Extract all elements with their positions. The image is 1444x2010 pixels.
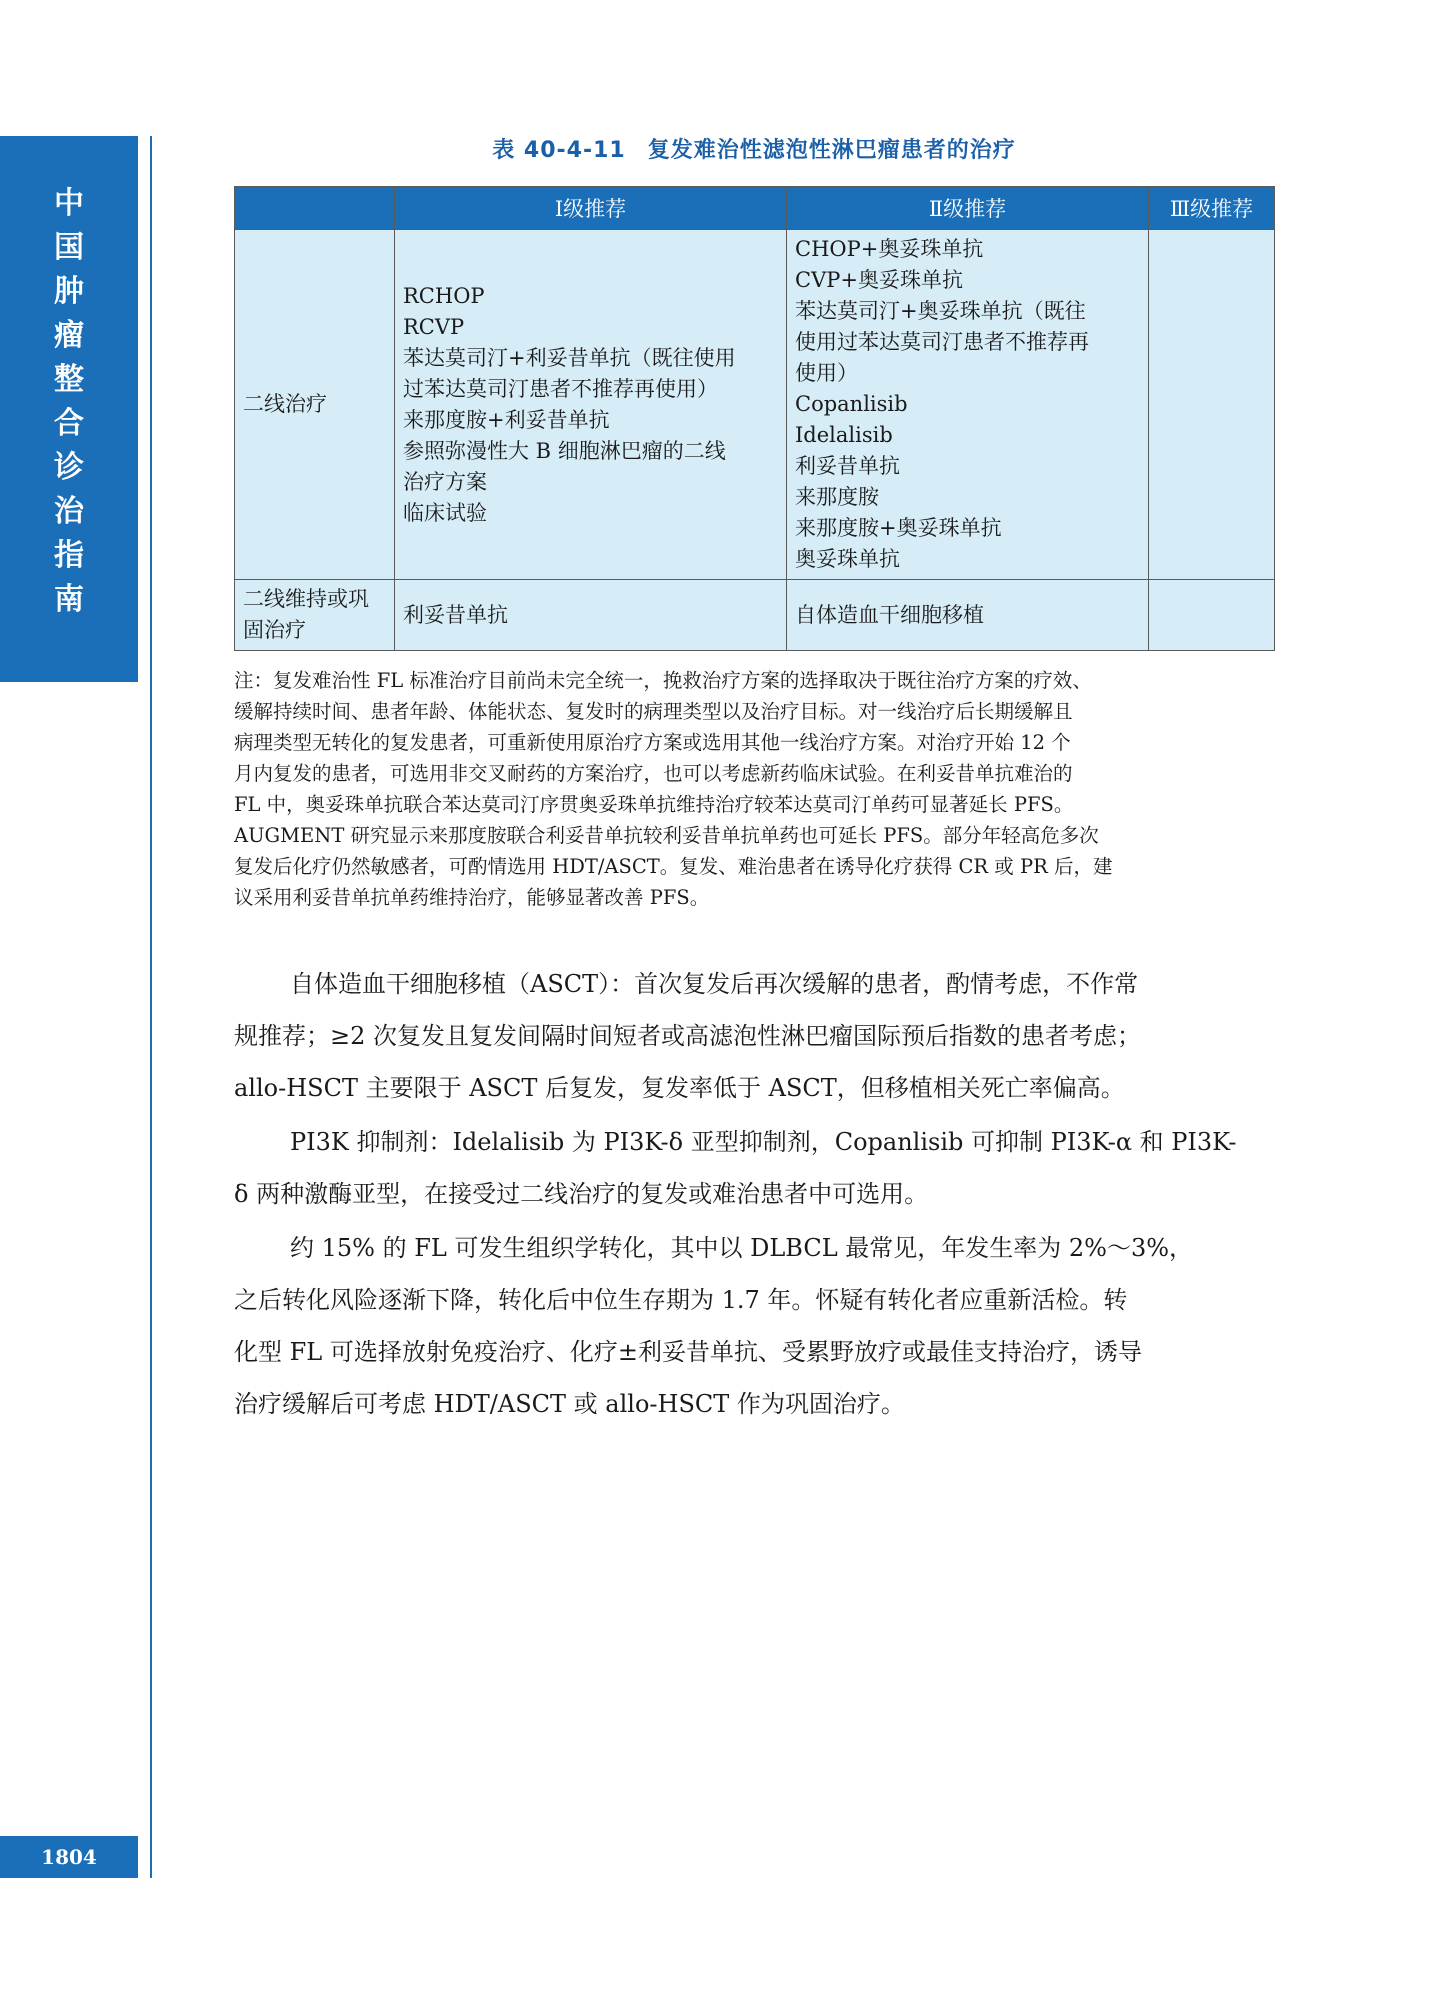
table-header-cell: Ⅰ级推荐 [395, 187, 787, 230]
table-header-cell: Ⅲ级推荐 [1149, 187, 1275, 230]
cell-text-line: 利妥昔单抗 [795, 454, 900, 478]
table-header-row [235, 187, 1275, 230]
cell-text-line: CVP+奥妥珠单抗 [795, 268, 963, 292]
note-line: 注：复发难治性 FL 标准治疗目前尚未完全统一，挽救治疗方案的选择取决于既往治疗方案的疗效、 [234, 669, 1092, 692]
table-header-cell [235, 187, 395, 230]
paragraph-line: allo-HSCT 主要限于 ASCT 后复发，复发率低于 ASCT，但移植相关死亡率偏高。 [234, 1074, 1125, 1102]
side-tab-char: 瘤 [54, 318, 84, 353]
side-tab-char: 合 [54, 406, 84, 441]
table-cell [1149, 230, 1275, 580]
row-label-cell [235, 580, 395, 651]
note-line: 月内复发的患者，可选用非交叉耐药的方案治疗，也可以考虑新药临床试验。在利妥昔单抗难治的 [234, 762, 1073, 785]
cell-text-line: 固治疗 [243, 618, 306, 642]
table-cell [395, 580, 787, 651]
side-tab-book-title [0, 136, 138, 682]
paragraph-line: PI3K 抑制剂：Idelalisib 为 PI3K-δ 亚型抑制剂，Copanlisib 可抑制 PI3K-α 和 PI3K- [290, 1128, 1237, 1156]
paragraph-line: 约 15% 的 FL 可发生组织学转化，其中以 DLBCL 最常见，年发生率为 2%～3%， [290, 1234, 1194, 1262]
cell-text-line: 治疗方案 [403, 469, 487, 494]
cell-text-line: 来那度胺+利妥昔单抗 [403, 407, 610, 432]
body-text [234, 958, 1274, 1432]
body-paragraph [234, 958, 1274, 1114]
side-tab-char: 国 [54, 230, 84, 265]
table-header-cell: Ⅱ级推荐 [787, 187, 1149, 230]
cell-text-line: 二线维持或巩 [243, 587, 369, 611]
cell-text-line: 使用） [795, 361, 858, 385]
side-tab-char: 指 [54, 538, 84, 573]
body-paragraph [234, 1222, 1274, 1430]
row-label-cell [235, 230, 395, 580]
body-paragraph [234, 1116, 1274, 1220]
cell-text-line: 使用过苯达莫司汀患者不推荐再 [795, 330, 1089, 354]
side-tab-char: 诊 [54, 450, 84, 485]
cell-text-line: 奥妥珠单抗 [795, 547, 900, 571]
paragraph-line: 之后转化风险逐渐下降，转化后中位生存期为 1.7 年。怀疑有转化者应重新活检。转 [234, 1286, 1128, 1314]
cell-text-line: Idelalisib [795, 423, 893, 447]
cell-text-line: 临床试验 [403, 500, 487, 525]
note-line: FL 中，奥妥珠单抗联合苯达莫司汀序贯奥妥珠单抗维持治疗较苯达莫司汀单药可显著延长 PFS。 [234, 793, 1074, 816]
side-tab-char: 整 [54, 362, 84, 397]
table-note [234, 665, 1274, 913]
table-caption [234, 133, 1274, 164]
table-cell [787, 230, 1149, 580]
note-line: 缓解持续时间、患者年龄、体能状态、复发时的病理类型以及治疗目标。对一线治疗后长期缓解且 [234, 700, 1073, 723]
paragraph-line: δ 两种激酶亚型，在接受过二线治疗的复发或难治患者中可选用。 [234, 1180, 929, 1208]
side-tab-char: 肿 [54, 274, 84, 309]
cell-text-line: 苯达莫司汀+利妥昔单抗（既往使用 [403, 345, 736, 370]
paragraph-line: 规推荐；≥2 次复发且复发间隔时间短者或高滤泡性淋巴瘤国际预后指数的患者考虑； [234, 1022, 1142, 1050]
cell-text-line: 来那度胺 [795, 485, 879, 509]
side-divider-line [150, 136, 152, 1878]
note-line: AUGMENT 研究显示来那度胺联合利妥昔单抗较利妥昔单抗单药也可延长 PFS。部分年轻高危多次 [234, 824, 1099, 847]
cell-text-line: 过苯达莫司汀患者不推荐再使用） [403, 376, 718, 401]
paragraph-line: 治疗缓解后可考虑 HDT/ASCT 或 allo-HSCT 作为巩固治疗。 [234, 1390, 905, 1418]
cell-text-line: RCVP [403, 314, 465, 339]
treatment-table [234, 186, 1275, 651]
side-tab-char: 中 [54, 186, 84, 221]
note-line: 议采用利妥昔单抗单药维持治疗，能够显著改善 PFS。 [234, 886, 710, 909]
paragraph-line: 化型 FL 可选择放射免疫治疗、化疗±利妥昔单抗、受累野放疗或最佳支持治疗，诱导 [234, 1338, 1142, 1366]
side-tab-char: 南 [54, 582, 84, 617]
cell-text-line: Copanlisib [795, 392, 908, 416]
cell-text-line: 来那度胺+奥妥珠单抗 [795, 516, 1002, 540]
cell-text-line: 二线治疗 [243, 392, 327, 416]
cell-text-line: 利妥昔单抗 [403, 602, 508, 627]
table-row [235, 230, 1275, 580]
cell-text-line: CHOP+奥妥珠单抗 [795, 237, 984, 261]
table-cell [395, 230, 787, 580]
note-line: 复发后化疗仍然敏感者，可酌情选用 HDT/ASCT。复发、难治患者在诱导化疗获得 CR 或 PR 后，建 [234, 855, 1113, 878]
page-number: 1804 [0, 1836, 138, 1878]
cell-text-line: 苯达莫司汀+奥妥珠单抗（既往 [795, 299, 1086, 323]
cell-text-line: 自体造血干细胞移植 [795, 602, 984, 627]
cell-text-line: RCHOP [403, 283, 485, 308]
side-tab-char: 治 [54, 494, 84, 529]
table-cell [787, 580, 1149, 651]
table-caption-title: 复发难治性滤泡性淋巴瘤患者的治疗 [647, 138, 1016, 163]
cell-text-line: 参照弥漫性大 B 细胞淋巴瘤的二线 [403, 438, 726, 463]
table-caption-number: 表 40-4-11 [492, 138, 626, 163]
note-line: 病理类型无转化的复发患者，可重新使用原治疗方案或选用其他一线治疗方案。对治疗开始 12 个 [234, 731, 1071, 754]
paragraph-line: 自体造血干细胞移植（ASCT）：首次复发后再次缓解的患者，酌情考虑，不作常 [290, 970, 1139, 998]
table-row [235, 580, 1275, 651]
table-cell [1149, 580, 1275, 651]
